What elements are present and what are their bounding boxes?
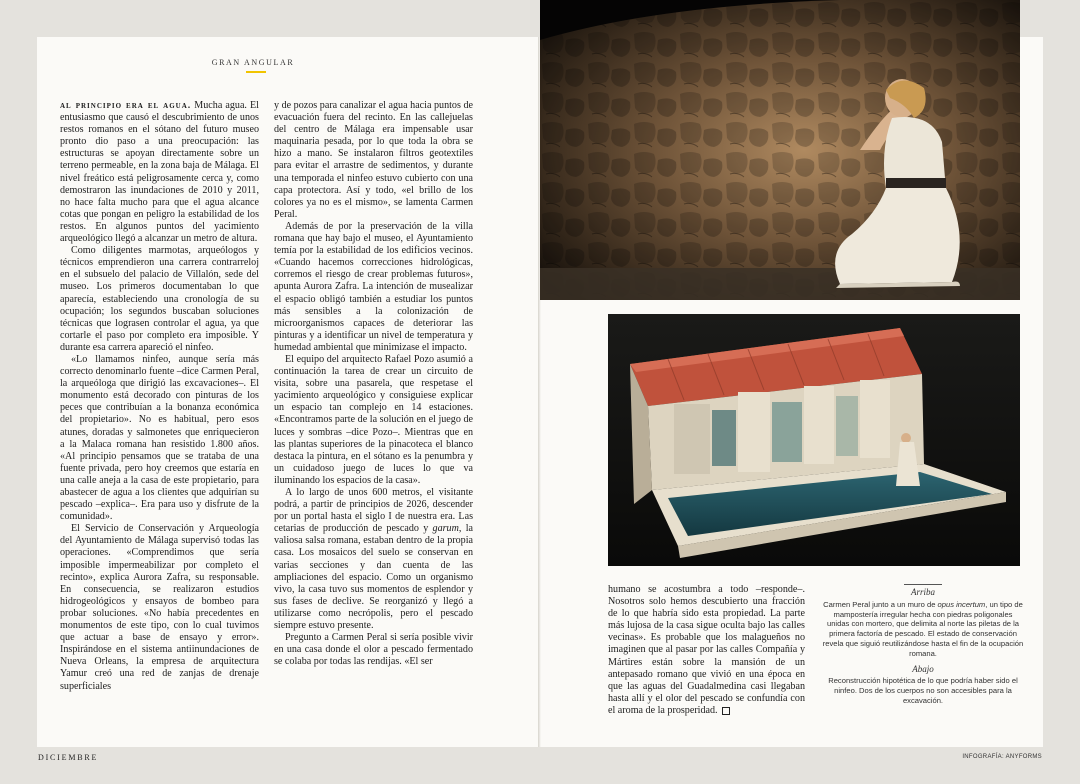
text-run: humano se acostumbra a todo –responde–. Nosotros solo hemos descubierto una fracción de lo que habría sido esta propiedad. La parte más lujosa de la casa sigue oculta bajo las calles vecinas». Es probable que los malagueños no imaginen que al pasar por las calles Compañía y Mártires están sobre la mansión de un antepasado romano que vivió en una época en que las aguas del Guadalmedina casi llegaban hasta allí y el olor del pescado se confundía con el aroma de la prosperidad. [608,584,805,716]
article-paragraph: El Servicio de Conservación y Arqueología del Ayuntamiento de Málaga supervisó todas las operaciones. «Comprendimos que sería imposible impermeabilizar por completo el recinto», explica Aurora Zafra, su responsable. En consecuencia, se realizaron estudios hidrogeológicos y ensayos de bombeo para probar soluciones. «No había precedentes en monumentos de este tipo, con lo cual tuvimos que actuar a base de ensayo y error». Inspirándose en el sistema antiinundaciones de Nueva Orleans, la empresa de arquitectura Yamur creó una red de zanjas de drenaje superficiales [60,523,259,692]
text-run: , la valiosa salsa romana, estaban dentro de la propia casa. Los mosaicos del suelo se conservan en varias secciones y dan cuenta de las ampliaciones del espacio. Como un organismo vivo, la casa tuvo sus momentos de esplendor y sus fases de declive. Se reorganizó y llegó a utilizarse como necrópolis, pero el pescado siempre estuvo presente. [274,523,473,632]
photo-nymphaeum-model-graphic [608,314,1020,566]
lead-in: al principio era el agua. [60,100,192,111]
header-accent-rule [246,71,266,73]
photo-captions [822,584,1024,706]
article-paragraph [608,584,805,717]
caption-bottom-heading: Abajo [912,663,934,674]
section-header: GRAN ANGULAR [211,58,295,67]
photo-archaeologist-wall [540,0,1020,300]
article-paragraph: Además de por la preservación de la villa romana que hay bajo el museo, el Ayuntamiento temía por la estabilidad de los edificios vecinos. «Cuando hacemos correcciones hidrológicas, corremos el riesgo de crear problemas futuros», apunta Aurora Zafra. La intención de musealizar el espacio obligó también a estudiar los puntos más sensibles a la colonización de microorganismos capaces de deteriorar las pinturas y a identificar un nivel de temperatura y humedad ambiental que minimizase el impacto. [274,220,473,353]
end-of-article-icon [722,707,730,715]
article-column-2 [274,100,473,668]
article-paragraph: Pregunto a Carmen Peral si sería posible vivir en una casa donde el olor a pescado fermentado se colaba por todas las rendijas. «El ser [274,632,473,668]
text-run: Carmen Peral junto a un muro de [823,599,938,609]
folio-credit: INFOGRAFÍA: ANYFORMS [962,754,1042,760]
article-paragraph: «Lo llamamos ninfeo, aunque sería más correcto denominarlo fuente –dice Carmen Peral, la arqueóloga que dirigió las excavaciones–. El monumento está decorado con pinturas de los peces que contribuían a la bonanza económica del propietario». No es habitual, pero esos atunes, doradas y salmonetes que enriquecieron a la Malaca romana han resistido 1.800 años. «Al principio pensamos que se trataba de una fuente privada, pero hoy creemos que estaría en una calle aneja a la casa de este propietario, para abastecer de agua a los clientes que adquirían su pescado –explica–. Era para uso y disfrute de la comunidad». [60,353,259,523]
caption-top-text [822,600,1024,659]
caption-bottom-text: Reconstrucción hipotética de lo que podría haber sido el ninfeo. Dos de los cuerpos no son accesibles para la excavación. [828,676,1018,705]
lead-text: Mucha agua. El entusiasmo que causó el descubrimiento de unos restos romanos en el sótano del futuro museo pronto dio paso a una preocupación: las estructuras se apoyan directamente sobre un terreno permeable, en la zona baja de Málaga. El nivel freático está peligrosamente cerca y, como demostraron las inundaciones de 2010 y 2011, no hace falta mucho para que el agua alcance cotas que pongan en peligro la estabilidad de los restos. En algunos puntos del yacimiento arqueológico llegó a alcanzar un metro de altura. [60,100,259,245]
text-run: , un tipo de mampostería irregular hecha con piedras poligonales unidas con mortero, que delimita al norte las piletas de la primera factoría de pescado. El estado de conservación revela que siguió reutilizándose hasta el fin de la ocupación romana. [822,599,1024,658]
caption-top-heading: Arriba [910,587,935,597]
article-paragraph: y de pozos para canalizar el agua hacia puntos de evacuación fuera del recinto. En las callejuelas del centro de Málaga era impensable usar maquinaria pesada, por lo que toda la obra se hizo a mano. Se instalaron filtros geotextiles para evitar el arrastre de sedimentos, y durante una temporada el ninfeo estuvo cubierto con una capa protectora. Así y todo, «el brillo de los colores ya no es el mismo», se lamenta Carmen Peral. [274,100,473,220]
photo-archaeologist-wall-graphic [540,0,1020,300]
emphasis: garum [432,523,459,535]
photo-nymphaeum-model [608,314,1020,566]
article-paragraph [274,487,473,632]
article-column-1 [60,100,259,693]
article-paragraph: Como diligentes marmotas, arqueólogos y técnicos emprendieron una carrera contrarreloj en el subsuelo del palacio de Villalón, sede del museo. Los primeros documentaban lo que aparecía, estableciendo una cronología de su ocupación; los segundos buscaban soluciones técnicas que lograsen controlar el agua, ya que cortarle el paso por completo era imposible. Y durante esa carrera apareció el ninfeo. [60,245,259,353]
folio-month: DICIEMBRE [38,753,99,762]
caption-rule [904,584,942,585]
emphasis: opus incertum [937,599,986,609]
article-paragraph: El equipo del arquitecto Rafael Pozo asumió a continuación la tarea de crear un circuito de visita, sobre una pasarela, que respetase el yacimiento arqueológico y consiguiese explicar un espacio tan complejo en 14 estaciones. «Encontramos parte de la solución en el juego de luces y sombras –dice Pozo–. Mientras que en las plantas superiores de la pinacoteca el blanco destaca la pintura, en el sótano es la penumbra y un cuidadoso juego de luces lo que va iluminando los espacios de la casa». [274,353,473,486]
article-column-3 [608,584,805,717]
text-run: A lo largo de unos 600 metros, el visitante podrá, a partir de principios de 2026, descender por un portal hasta el siglo I de nuestra era. Las cetarias de producción de pescado y [274,487,473,535]
article-paragraph [60,100,259,245]
